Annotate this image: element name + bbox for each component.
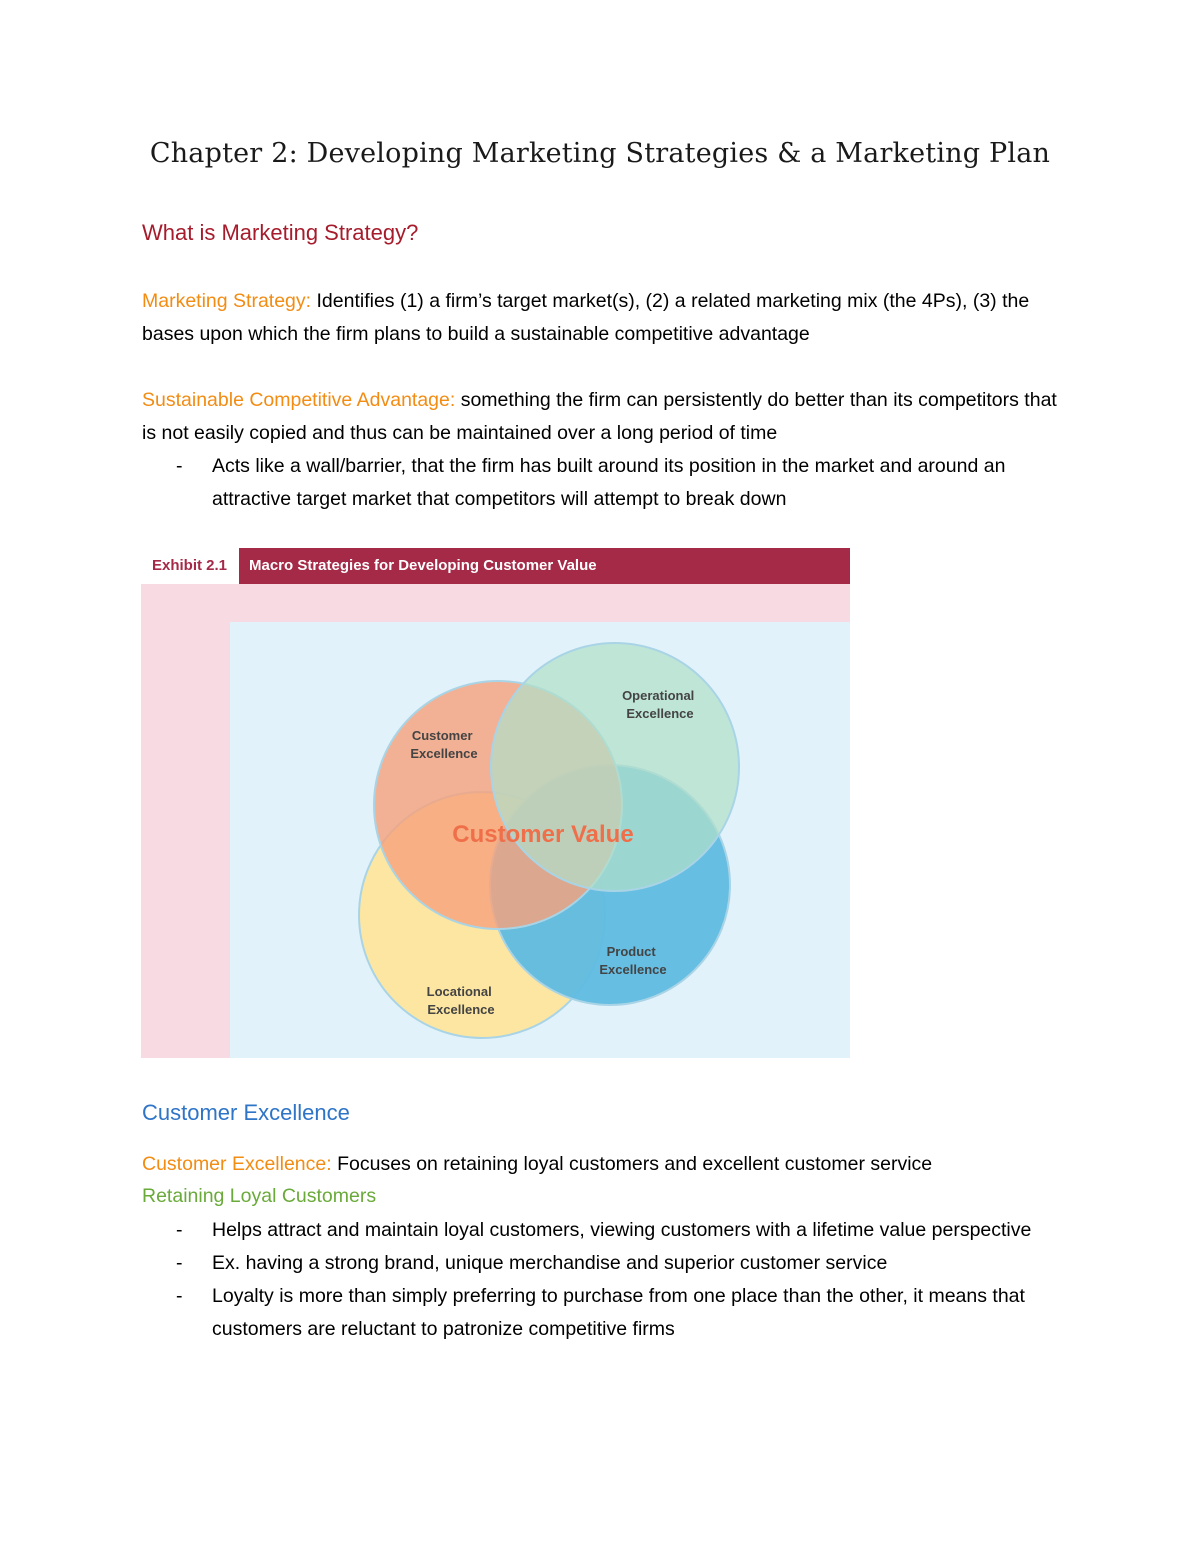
- section-heading-customer-excellence: Customer Excellence: [142, 1100, 350, 1125]
- list-item: [142, 1214, 1072, 1247]
- customer-excellence-definition: [142, 1148, 1072, 1181]
- list-item: [142, 1280, 1072, 1346]
- exhibit-label: Exhibit 2.1: [141, 548, 238, 584]
- venn-diagram: [230, 622, 850, 1058]
- term-sca: Sustainable Competitive Advantage:: [142, 389, 456, 411]
- bullet-dash: -: [176, 1219, 183, 1241]
- loyalty-bullet-list: [142, 1214, 1072, 1346]
- definition-text: something the firm can persistently do better than its competitors that is not easily copied and thus can be maintained over a long period of time: [142, 389, 1057, 444]
- bullet-dash: -: [176, 455, 183, 477]
- list-item: [142, 1247, 1072, 1280]
- bullet-text: Loyalty is more than simply preferring to purchase from one place than the other, it means that customers are reluctant to patronize competitive firms: [212, 1285, 1025, 1340]
- locational-excellence-label: Locational Excellence: [426, 984, 495, 1017]
- term-customer-excellence: Customer Excellence:: [142, 1153, 332, 1175]
- exhibit-figure: [141, 548, 850, 1058]
- customer-excellence-label: Customer Excellence: [410, 728, 478, 761]
- product-excellence-label: Product Excellence: [599, 944, 667, 977]
- operational-excellence-label: Operational Excellence: [622, 688, 695, 721]
- page-title: Chapter 2: Developing Marketing Strategies & a Marketing Plan: [149, 138, 1051, 169]
- marketing-strategy-definition: [142, 285, 1072, 351]
- customer-value-label: Customer Value: [452, 821, 634, 848]
- subheading-retaining-loyal-customers: Retaining Loyal Customers: [142, 1185, 377, 1207]
- bullet-text: Acts like a wall/barrier, that the firm has built around its position in the market and around an attractive target market that competitors will attempt to break down: [212, 455, 1006, 510]
- sca-definition: [142, 384, 1072, 450]
- bullet-dash: -: [176, 1252, 183, 1274]
- sca-bullet-list: [142, 450, 1072, 516]
- term-marketing-strategy: Marketing Strategy:: [142, 290, 312, 312]
- bullet-dash: -: [176, 1285, 183, 1307]
- bullet-text: Helps attract and maintain loyal customers, viewing customers with a lifetime value perspective: [212, 1219, 1032, 1241]
- operational-excellence-circle: [491, 643, 739, 891]
- bullet-text: Ex. having a strong brand, unique merchandise and superior customer service: [212, 1252, 888, 1274]
- definition-text: Focuses on retaining loyal customers and excellent customer service: [331, 1153, 933, 1175]
- definition-text: Identifies (1) a firm’s target market(s), (2) a related marketing mix (the 4Ps), (3) the bases upon which the firm plans to build a sustainable competitive advantage: [142, 290, 1030, 345]
- exhibit-title: Macro Strategies for Developing Customer Value: [239, 548, 850, 584]
- list-item: [142, 450, 1072, 516]
- section-heading-marketing-strategy: What is Marketing Strategy?: [142, 220, 419, 245]
